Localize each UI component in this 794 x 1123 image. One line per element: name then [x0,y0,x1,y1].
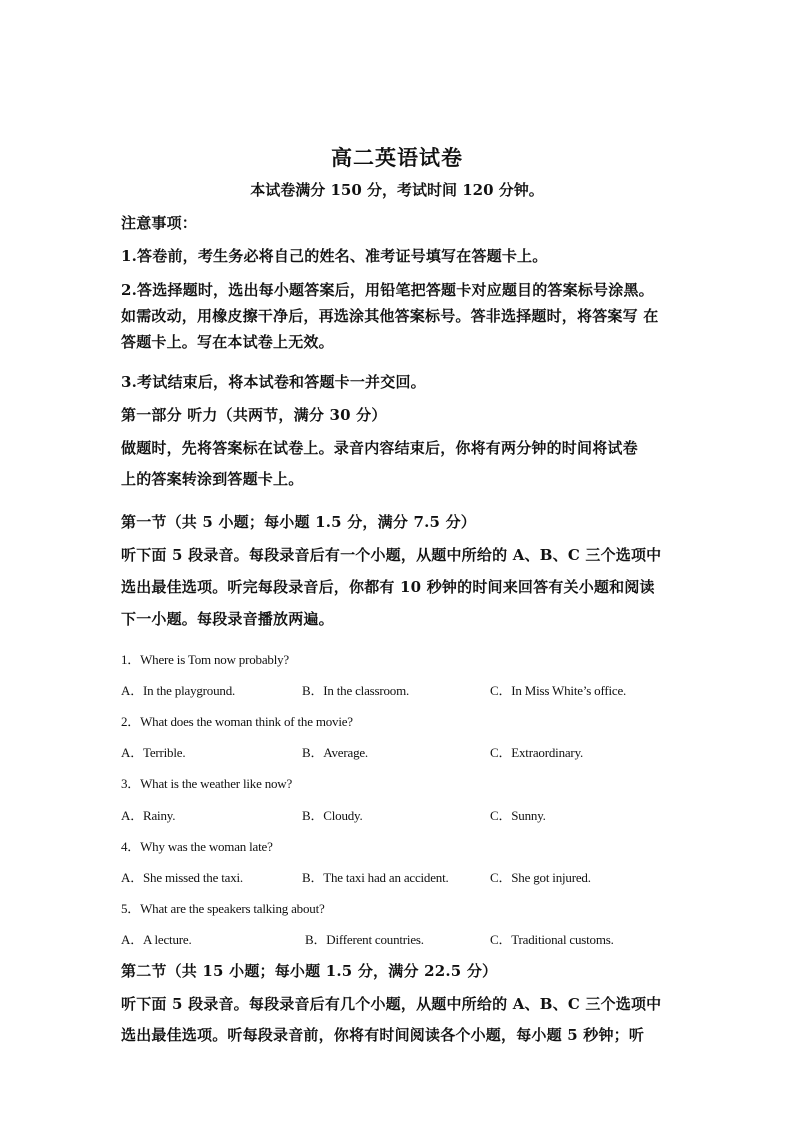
section2-heading: 第二节（共 15 小题；每小题 1.5 分，满分 22.5 分） [121,962,498,980]
exam-info: 本试卷满分 150 分，考试时间 120 分钟。 [250,181,544,199]
question-stem: 1．Where is Tom now probably? [121,652,289,667]
question-stem: 4．Why was the woman late? [121,839,273,854]
page-title: 高二英语试卷 [331,145,463,170]
option-b: B．Average. [302,745,368,760]
section2-instructions-line-2: 选出最佳选项。听每段录音前，你将有时间阅读各个小题，每小题 5 秒钟；听 [121,1026,645,1044]
notice-heading: 注意事项： [121,214,198,232]
option-c: C．Traditional customs. [490,932,614,947]
option-b: B．In the classroom. [302,683,410,698]
option-a: A．She missed the taxi. [121,870,243,885]
section1-instructions-line-3: 下一小题。每段录音播放两遍。 [121,610,334,628]
notice-item-2-line-1: 2.答选择题时，选出每小题答案后，用铅笔把答题卡对应题目的答案标号涂黑。 [121,281,654,299]
option-c: C．In Miss White’s office. [490,683,627,698]
option-b: B．Different countries. [305,932,424,947]
part1-heading: 第一部分 听力（共两节，满分 30 分） [121,406,387,424]
notice-item-2-line-3: 答题卡上。写在本试卷上无效。 [121,333,334,351]
option-a: A．Terrible. [121,745,186,760]
option-c: C．Sunny. [490,808,546,823]
option-a: A．Rainy. [121,808,176,823]
option-b: B．The taxi had an accident. [302,870,449,885]
notice-item-3: 3.考试结束后，将本试卷和答题卡一并交回。 [121,373,426,391]
part1-instructions-line-1: 做题时，先将答案标在试卷上。录音内容结束后，你将有两分钟的时间将试卷 [121,439,638,457]
question-stem: 3．What is the weather like now? [121,776,293,791]
section1-heading: 第一节（共 5 小题；每小题 1.5 分，满分 7.5 分） [121,513,476,531]
option-c: C．She got injured. [490,870,591,885]
option-a: A．In the playground. [121,683,236,698]
notice-item-1: 1.答卷前，考生务必将自己的姓名、准考证号填写在答题卡上。 [121,247,548,265]
option-a: A．A lecture. [121,932,192,947]
part1-instructions-line-2: 上的答案转涂到答题卡上。 [121,470,304,488]
question-stem: 5．What are the speakers talking about? [121,901,325,916]
section1-instructions-line-1: 听下面 5 段录音。每段录音后有一个小题，从题中所给的 A、B、C 三个选项中 [121,546,662,564]
question-stem: 2．What does the woman think of the movie? [121,714,353,729]
notice-item-2-line-2: 如需改动，用橡皮擦干净后，再选涂其他答案标号。答非选择题时，将答案写 在 [121,307,659,325]
option-c: C．Extraordinary. [490,745,584,760]
section2-instructions-line-1: 听下面 5 段录音。每段录音后有几个小题，从题中所给的 A、B、C 三个选项中 [121,995,662,1013]
option-b: B．Cloudy. [302,808,363,823]
section1-instructions-line-2: 选出最佳选项。听完每段录音后，你都有 10 秒钟的时间来回答有关小题和阅读 [121,578,655,596]
